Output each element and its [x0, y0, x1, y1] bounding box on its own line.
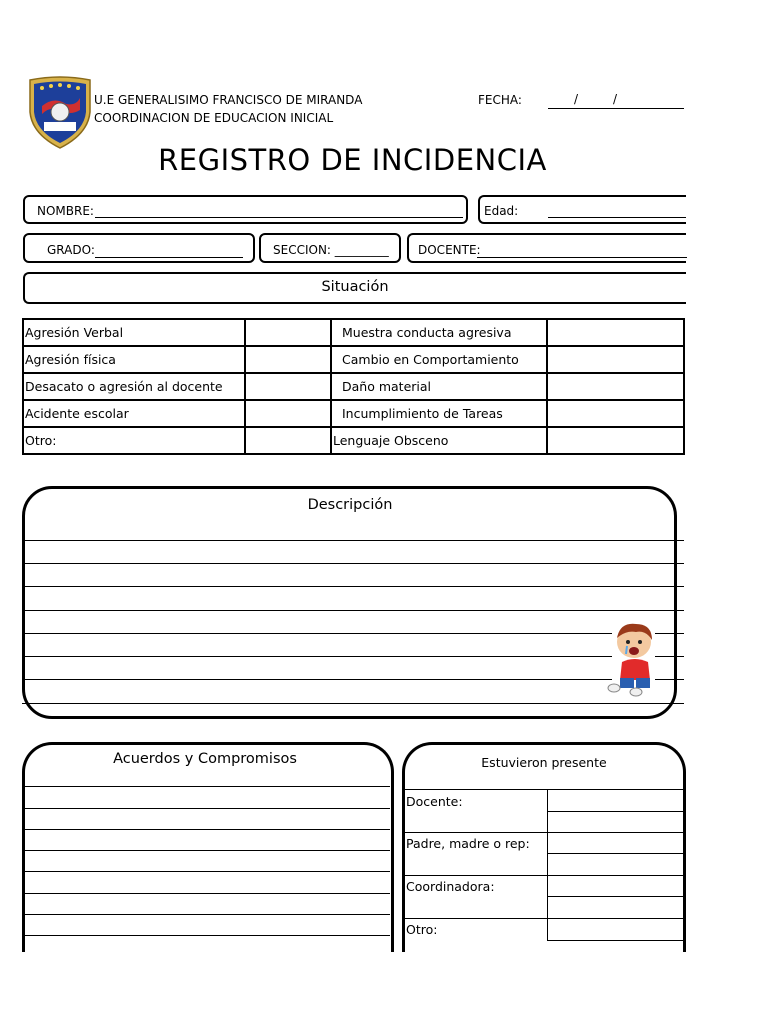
- table-row: [23, 346, 684, 373]
- table-row: [23, 400, 684, 427]
- situation-heading-box: [23, 272, 686, 304]
- description-line: [22, 679, 612, 680]
- agreements-line: [22, 914, 390, 915]
- description-line: [22, 610, 684, 611]
- situation-checkbox[interactable]: [245, 373, 331, 400]
- agreements-line: [22, 871, 390, 872]
- situation-label: Agresión física: [23, 346, 245, 373]
- crying-child-illustration: [602, 620, 660, 700]
- teacher-underline: [477, 257, 687, 258]
- section-label: SECCION: _________: [273, 243, 389, 257]
- situation-label: Desacato o agresión al docente: [23, 373, 245, 400]
- agreements-line: [22, 893, 390, 894]
- present-divider: [547, 940, 684, 941]
- situation-checkbox[interactable]: [547, 427, 684, 454]
- name-field[interactable]: [23, 195, 468, 224]
- table-row: [23, 373, 684, 400]
- agreements-line: [22, 935, 390, 936]
- present-label-teacher: Docente:: [406, 794, 463, 809]
- present-signature-teacher[interactable]: [548, 790, 683, 810]
- description-line: [22, 633, 612, 634]
- section-field[interactable]: [259, 233, 401, 263]
- description-line: [22, 703, 684, 704]
- description-line: [22, 656, 612, 657]
- name-underline: [95, 217, 463, 218]
- age-field[interactable]: [478, 195, 686, 224]
- situation-heading: Situación: [321, 279, 389, 295]
- present-divider: [547, 853, 684, 854]
- agreements-box[interactable]: [22, 742, 394, 952]
- agreements-line: [22, 829, 390, 830]
- agreements-heading: Acuerdos y Compromisos: [113, 751, 297, 767]
- present-label-coordinator: Coordinadora:: [406, 879, 495, 894]
- situation-label: Cambio en Comportamiento: [331, 346, 547, 373]
- date-label: FECHA:: [478, 93, 522, 107]
- date-slash-2: /: [613, 92, 618, 106]
- present-label-other: Otro:: [406, 922, 438, 937]
- present-signature-parent[interactable]: [548, 833, 683, 853]
- situation-checkbox[interactable]: [245, 400, 331, 427]
- situation-label: Acidente escolar: [23, 400, 245, 427]
- present-heading: Estuvieron presente: [481, 755, 607, 770]
- description-line: [22, 540, 684, 541]
- situation-checkbox[interactable]: [245, 346, 331, 373]
- teacher-field[interactable]: [407, 233, 686, 263]
- agreements-line: [22, 786, 390, 787]
- grade-field[interactable]: [23, 233, 255, 263]
- table-row: [23, 427, 684, 454]
- description-box[interactable]: [22, 486, 677, 719]
- situation-label: Incumplimiento de Tareas: [331, 400, 547, 427]
- date-slash-1: /: [574, 92, 579, 106]
- situation-label: Daño material: [331, 373, 547, 400]
- teacher-label: DOCENTE:: [418, 243, 481, 257]
- department-name: COORDINACION DE EDUCACION INICIAL: [94, 111, 334, 125]
- situation-label: Otro:: [23, 427, 245, 454]
- present-label-parent: Padre, madre o rep:: [406, 836, 530, 851]
- grade-underline: [95, 257, 243, 258]
- present-signature-coordinator[interactable]: [548, 876, 683, 896]
- situation-checkbox[interactable]: [245, 427, 331, 454]
- situation-label: Lenguaje Obsceno: [331, 427, 547, 454]
- school-name: U.E GENERALISIMO FRANCISCO DE MIRANDA: [94, 93, 363, 107]
- situation-label: Agresión Verbal: [23, 319, 245, 346]
- description-line: [22, 586, 684, 587]
- situation-label: Muestra conducta agresiva: [331, 319, 547, 346]
- grade-label: GRADO:: [47, 243, 95, 257]
- school-logo: [26, 76, 94, 150]
- situation-checkbox[interactable]: [547, 346, 684, 373]
- present-signature-other[interactable]: [548, 919, 683, 939]
- situation-checkbox[interactable]: [547, 400, 684, 427]
- situation-checkbox[interactable]: [245, 319, 331, 346]
- page-title: REGISTRO DE INCIDENCIA: [158, 143, 547, 177]
- table-row: [23, 319, 684, 346]
- situation-table: [22, 318, 685, 455]
- situation-checkbox[interactable]: [547, 319, 684, 346]
- description-heading: Descripción: [307, 497, 393, 513]
- name-label: NOMBRE:: [37, 204, 94, 218]
- date-field-underline[interactable]: [548, 108, 684, 109]
- agreements-line: [22, 850, 390, 851]
- present-divider: [547, 896, 684, 897]
- description-line: [22, 563, 684, 564]
- age-label: Edad:: [484, 204, 519, 218]
- situation-checkbox[interactable]: [547, 373, 684, 400]
- agreements-line: [22, 808, 390, 809]
- present-divider: [547, 811, 684, 812]
- age-underline: [548, 217, 686, 218]
